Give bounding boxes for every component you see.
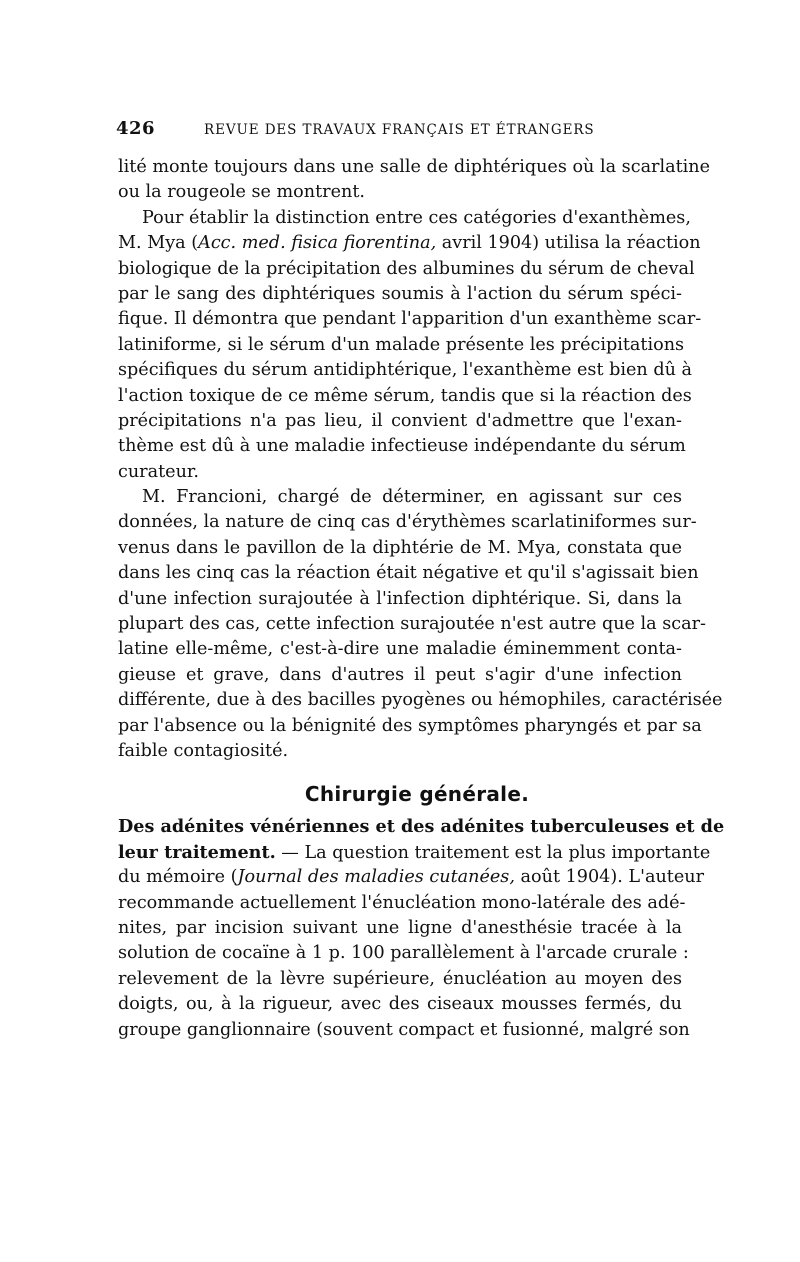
text-line: par l'absence ou la bénignité des symptômes pharyngés et par sa <box>118 715 702 736</box>
running-title: REVUE DES TRAVAUX FRANÇAIS ET ÉTRANGERS <box>204 122 595 138</box>
text-run: du mémoire ( <box>118 867 238 888</box>
text-line: latiniforme, si le sérum d'un malade présente les précipitations <box>118 334 685 355</box>
text-line: thème est dû à une maladie infectieuse indépendante du sérum <box>118 436 686 457</box>
text-run: — La question traitement est la plus importante <box>275 842 711 863</box>
text-line: ou la rougeole se montrent. <box>118 182 365 203</box>
text-line: relevement de la lèvre supérieure, énucléation au moyen des <box>118 968 682 989</box>
text-line: différente, due à des bacilles pyogènes ou hémophiles, caractérisée <box>118 690 723 711</box>
text-line: venus dans le pavillon de la diphtérie de M. Mya, constata que <box>118 537 682 558</box>
body-text <box>118 155 725 1043</box>
text-line: Pour établir la distinction entre ces catégories d'exanthèmes, <box>142 207 691 228</box>
text-run: août 1904). L'auteur <box>514 867 704 888</box>
text-run: avril 1904) utilisa la réaction <box>436 233 701 254</box>
text-line: plupart des cas, cette infection surajoutée n'est autre que la scar- <box>118 614 706 635</box>
article-title-line: Des adénites vénériennes et des adénites tuberculeuses et de <box>118 816 725 838</box>
article-title-end: leur traitement. <box>118 841 276 863</box>
page-number: 426 <box>116 118 156 139</box>
text-line: M. Francioni, chargé de déterminer, en agissant sur ces <box>142 487 682 508</box>
text-line: gieuse et grave, dans d'autres il peut s'agir d'une infection <box>118 664 682 685</box>
text-run: M. Mya ( <box>118 233 199 254</box>
journal-citation: Acc. med. fisica fiorentina, <box>198 233 437 254</box>
text-line: spécifiques du sérum antidiphtérique, l'exanthème est bien dû à <box>118 360 693 381</box>
text-line: groupe ganglionnaire (souvent compact et fusionné, malgré son <box>118 1019 690 1040</box>
text-line <box>118 231 701 256</box>
text-line: précipitations n'a pas lieu, il convient d'admettre que l'exan- <box>118 410 682 431</box>
text-line: latine elle-même, c'est-à-dire une maladie éminemment conta- <box>118 639 682 660</box>
text-line: recommande actuellement l'énucléation mono-latérale des adé- <box>118 892 686 913</box>
text-line: l'action toxique de ce même sérum, tandis que si la réaction des <box>118 385 692 406</box>
text-line <box>118 865 704 890</box>
text-line: biologique de la précipitation des albumines du sérum de cheval <box>118 258 695 279</box>
section-heading: Chirurgie générale. <box>304 782 530 807</box>
text-line: données, la nature de cinq cas d'érythèmes scarlatiniformes sur- <box>118 512 697 533</box>
text-line: nites, par incision suivant une ligne d'anesthésie tracée à la <box>118 917 682 938</box>
text-line: doigts, ou, à la rigueur, avec des ciseaux mousses fermés, du <box>118 994 682 1015</box>
text-line: fique. Il démontra que pendant l'apparition d'un exanthème scar- <box>118 309 702 330</box>
text-line: d'une infection surajoutée à l'infection diphtérique. Si, dans la <box>118 588 682 609</box>
running-head <box>116 117 684 141</box>
text-line: lité monte toujours dans une salle de diphtériques où la scarlatine <box>118 157 711 177</box>
text-line: par le sang des diphtériques soumis à l'action du sérum spéci- <box>118 283 682 304</box>
text-line: dans les cinq cas la réaction était négative et qu'il s'agissait bien <box>118 563 699 584</box>
journal-citation: Journal des maladies cutanées, <box>237 867 515 888</box>
text-line: curateur. <box>118 461 199 482</box>
text-line <box>118 840 711 865</box>
text-line: solution de cocaïne à 1 p. 100 parallèlement à l'arcade crurale : <box>118 943 689 964</box>
text-line: faible contagiosité. <box>118 740 289 761</box>
